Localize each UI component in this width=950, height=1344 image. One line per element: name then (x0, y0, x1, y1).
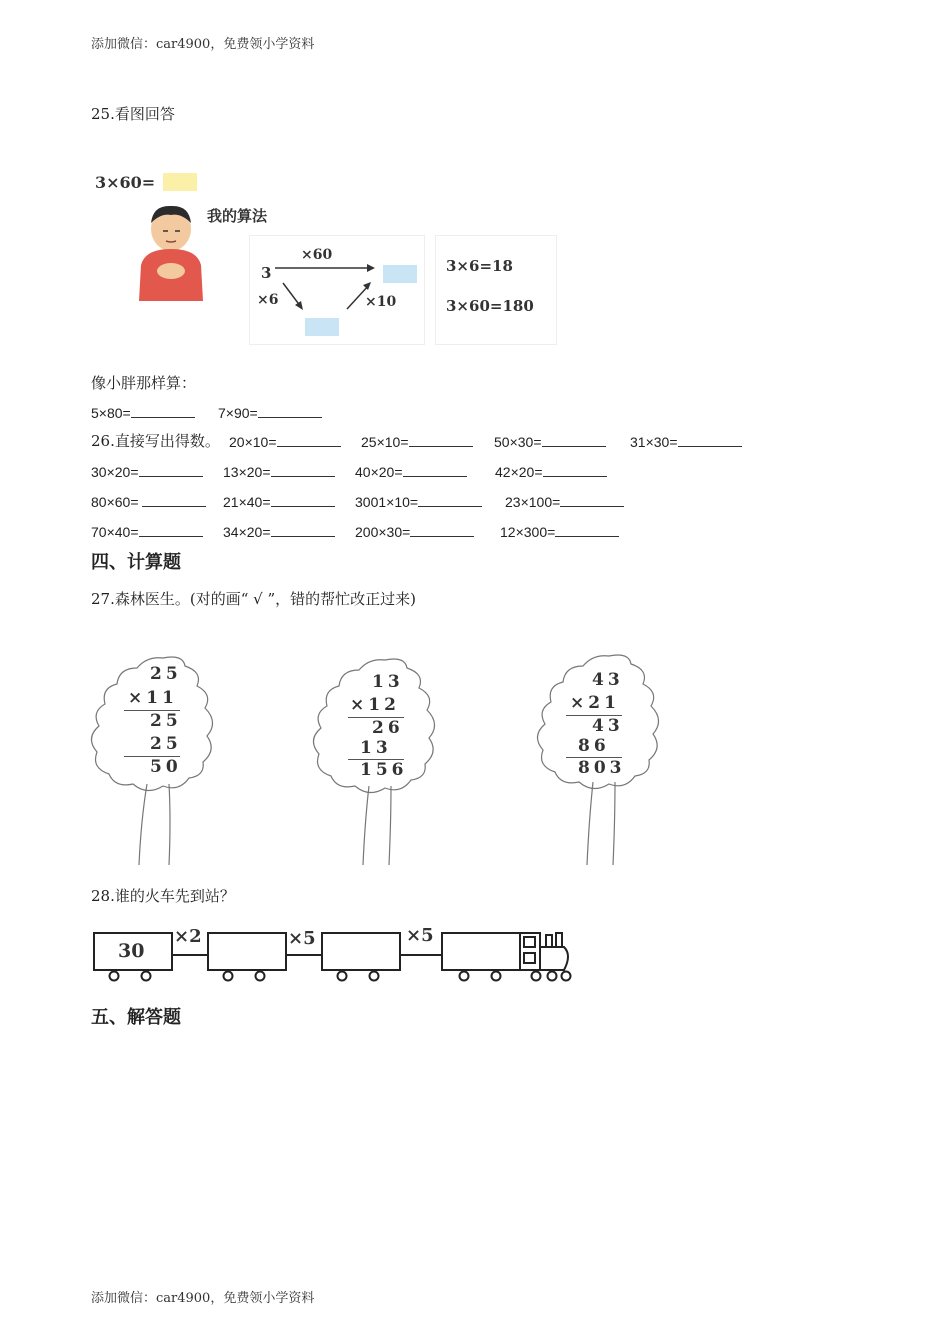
q26-r1-c1: 20×10= (229, 432, 341, 450)
tree-3-multiplier: ×21 (570, 693, 620, 713)
train-car-4 (442, 933, 520, 970)
answer-box-blue-right (383, 265, 417, 283)
q25-item-2: 7×90= (218, 403, 322, 421)
answer-box-yellow (163, 173, 197, 191)
q26-r2-c4: 42×20= (495, 462, 607, 480)
answer-blank[interactable] (258, 403, 322, 418)
question-25-title: 25.看图回答 (91, 105, 175, 123)
q25-instruction: 像小胖那样算： (91, 374, 197, 392)
calc-lines-panel (435, 235, 557, 345)
q26-r3-c4: 23×100= (505, 492, 624, 510)
tree-1-result: 50 (150, 757, 182, 777)
question-27-title: 27.森林医生。(对的画“ √ ”，错的帮忙改正过来) (91, 590, 416, 608)
answer-box-blue-bottom (305, 318, 339, 336)
q26-r1-c2: 25×10= (361, 432, 473, 450)
q26-r4-c3: 200×30= (355, 522, 474, 540)
tree-3-result: 803 (578, 758, 626, 778)
page-footer: 添加微信：car4900，免费领小学资料 (91, 1291, 315, 1306)
train-op-3: ×5 (406, 925, 434, 946)
answer-blank[interactable] (131, 403, 195, 418)
q25-item-1: 5×80= (91, 403, 195, 421)
q26-r3-c3: 3001×10= (355, 492, 482, 510)
q26-r1-c4: 31×30= (630, 432, 742, 450)
section-5-heading: 五、解答题 (91, 1007, 181, 1028)
tree-2-partial-2: 13 (360, 738, 392, 758)
locomotive (520, 933, 568, 970)
tree-3-partial-1: 43 (592, 716, 624, 736)
tree-3-partial-2: 86 (578, 736, 610, 756)
question-26-title: 26.直接写出得数。 (91, 432, 220, 450)
diagram-start-number: 3 (261, 264, 272, 282)
q26-r3-c1: 80×60= (91, 492, 206, 510)
q26-r1-c3: 50×30= (494, 432, 606, 450)
q26-r3-c2: 21×40= (223, 492, 335, 510)
train-op-2: ×5 (288, 928, 316, 949)
tree-3-multiplicand: 43 (592, 670, 624, 690)
q26-r2-c1: 30×20= (91, 462, 203, 480)
diagram-arrow-right-label: ×10 (365, 294, 397, 310)
tree-2-multiplier: ×12 (350, 695, 400, 715)
train-wheels (110, 972, 571, 981)
figure-top-expr: 3×60= (95, 173, 156, 192)
tree-2-partial-1: 26 (372, 718, 404, 738)
tree-1-multiplicand: 25 (150, 664, 182, 684)
tree-1-partial-2: 25 (150, 734, 182, 754)
boy-illustration (131, 201, 209, 307)
q26-r2-c2: 13×20= (223, 462, 335, 480)
tree-2-result: 156 (360, 760, 408, 780)
calc-line-1: 3×6=18 (446, 257, 513, 275)
q26-r2-c3: 40×20= (355, 462, 467, 480)
tree-1-multiplier: ×11 (128, 688, 178, 708)
tree-2-multiplicand: 13 (372, 672, 404, 692)
diagram-arrow-top-label: ×60 (301, 247, 333, 263)
train-start-value: 30 (118, 940, 145, 962)
q26-r4-c2: 34×20= (223, 522, 335, 540)
q26-r4-c1: 70×40= (91, 522, 203, 540)
section-4-heading: 四、计算题 (91, 552, 181, 573)
q25-figure (91, 165, 571, 350)
train-car-2 (208, 933, 286, 970)
question-28-title: 28.谁的火车先到站？ (91, 887, 235, 905)
train-diagram (90, 925, 580, 987)
page-header: 添加微信：car4900，免费领小学资料 (91, 37, 315, 52)
tree-1-partial-1: 25 (150, 711, 182, 731)
train-op-1: ×2 (174, 926, 202, 947)
q26-r4-c4: 12×300= (500, 522, 619, 540)
calc-line-2: 3×60=180 (446, 297, 534, 315)
my-method-label: 我的算法 (207, 207, 268, 225)
diagram-arrow-left-label: ×6 (257, 292, 279, 308)
train-car-3 (322, 933, 400, 970)
